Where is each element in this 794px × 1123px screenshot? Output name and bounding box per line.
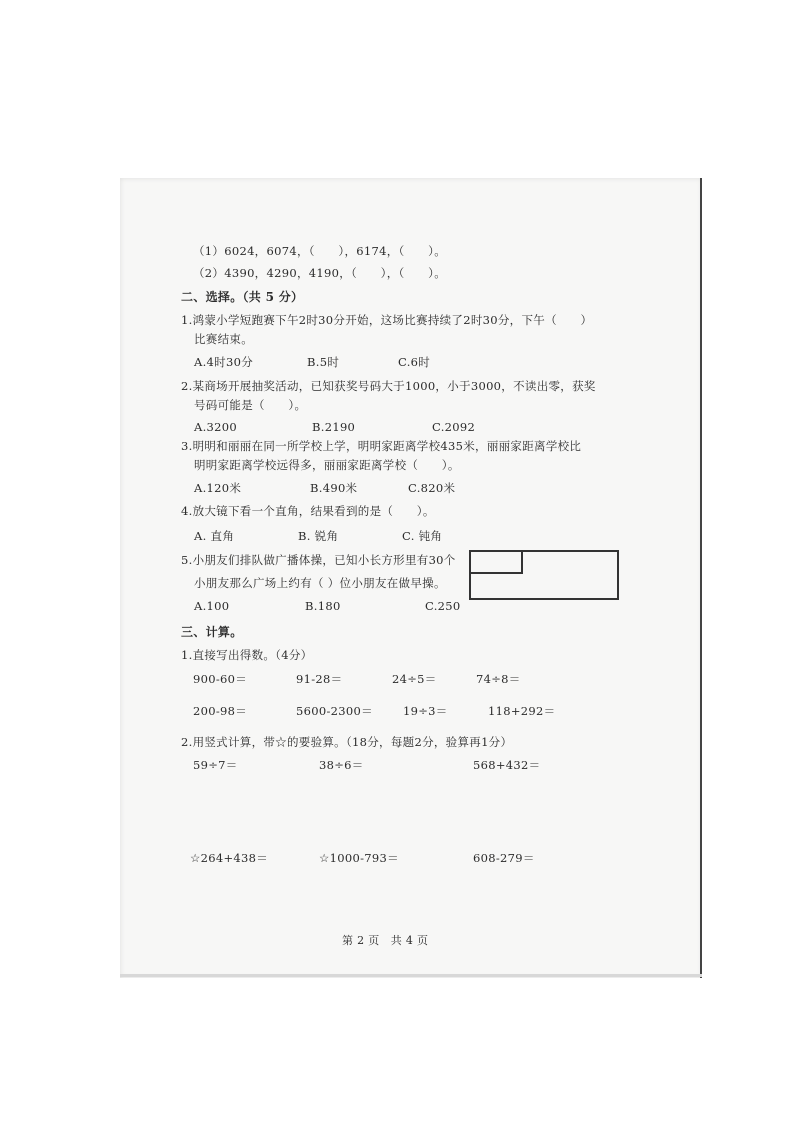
calc-vertical-item: ☆264+438＝ [190, 851, 269, 865]
q3-option-c: C.820米 [408, 481, 456, 495]
calc-oral-item: 200-98＝ [193, 704, 248, 718]
calc-vertical-item: 608-279＝ [473, 851, 535, 865]
q2-stem-line1: 2.某商场开展抽奖活动，已知获奖号码大于1000，小于3000，不读出零，获奖 [181, 379, 596, 393]
calc-oral-item: 5600-2300＝ [296, 704, 373, 718]
small-rectangle [469, 550, 523, 574]
section-heading-choice: 二、选择。（共 5 分） [181, 290, 304, 304]
q2-stem-line2: 号码可能是（ ）。 [194, 398, 307, 412]
calc-oral-item: 91-28＝ [296, 672, 343, 686]
calc-oral-item: 118+292＝ [488, 704, 556, 718]
calc-part1-title: 1.直接写出得数。（4分） [181, 648, 313, 662]
q3-option-b: B.490米 [310, 481, 358, 495]
calc-oral-item: 24÷5＝ [392, 672, 437, 686]
q2-option-a: A.3200 [194, 420, 238, 434]
q2-option-b: B.2190 [312, 420, 356, 434]
section-heading-calculation: 三、计算。 [181, 625, 243, 639]
q3-option-a: A.120米 [194, 481, 242, 495]
q5-option-c: C.250 [425, 599, 461, 613]
calc-vertical-item: ☆1000-793＝ [319, 851, 399, 865]
q1-option-b: B.5时 [307, 355, 340, 369]
q2-option-c: C.2092 [432, 420, 476, 434]
sequence-question-1: （1）6024，6074，（ ），6174，（ ）。 [193, 244, 447, 258]
sequence-question-2: （2）4390，4290，4190，（ ），（ ）。 [193, 266, 447, 280]
calc-oral-item: 900-60＝ [193, 672, 248, 686]
calc-vertical-item: 59÷7＝ [193, 758, 238, 772]
calc-oral-item: 74÷8＝ [476, 672, 521, 686]
q1-stem-line1: 1.鸿蒙小学短跑赛下午2时30分开始，这场比赛持续了2时30分，下午（ ） [181, 313, 593, 327]
page-footer: 第 2 页 共 4 页 [342, 934, 429, 947]
q5-option-a: A.100 [194, 599, 230, 613]
q4-option-a: A. 直角 [194, 529, 235, 543]
q5-option-b: B.180 [305, 599, 341, 613]
q1-option-c: C.6时 [398, 355, 431, 369]
calc-part2-title: 2.用竖式计算，带☆的要验算。（18分，每题2分，验算再1分） [181, 735, 513, 749]
calc-oral-item: 19÷3＝ [403, 704, 448, 718]
q3-stem-line1: 3.明明和丽丽在同一所学校上学，明明家距离学校435米，丽丽家距离学校比 [181, 439, 582, 453]
q5-stem-line2: 小朋友那么广场上约有（ ）位小朋友在做早操。 [194, 576, 446, 590]
q3-stem-line2: 明明家距离学校远得多，丽丽家距离学校（ ）。 [194, 458, 460, 472]
q4-stem: 4.放大镜下看一个直角，结果看到的是（ ）。 [181, 504, 435, 518]
page-edge-shadow [700, 178, 702, 978]
q1-stem-line2: 比赛结束。 [194, 332, 253, 346]
calc-vertical-item: 568+432＝ [473, 758, 541, 772]
q4-option-c: C. 钝角 [402, 529, 443, 543]
q1-option-a: A.4时30分 [194, 355, 254, 369]
calc-vertical-item: 38÷6＝ [319, 758, 364, 772]
q5-stem-line1: 5.小朋友们排队做广播体操，已知小长方形里有30个 [181, 553, 456, 567]
page-edge-bottom [120, 974, 702, 977]
q4-option-b: B. 锐角 [298, 529, 339, 543]
